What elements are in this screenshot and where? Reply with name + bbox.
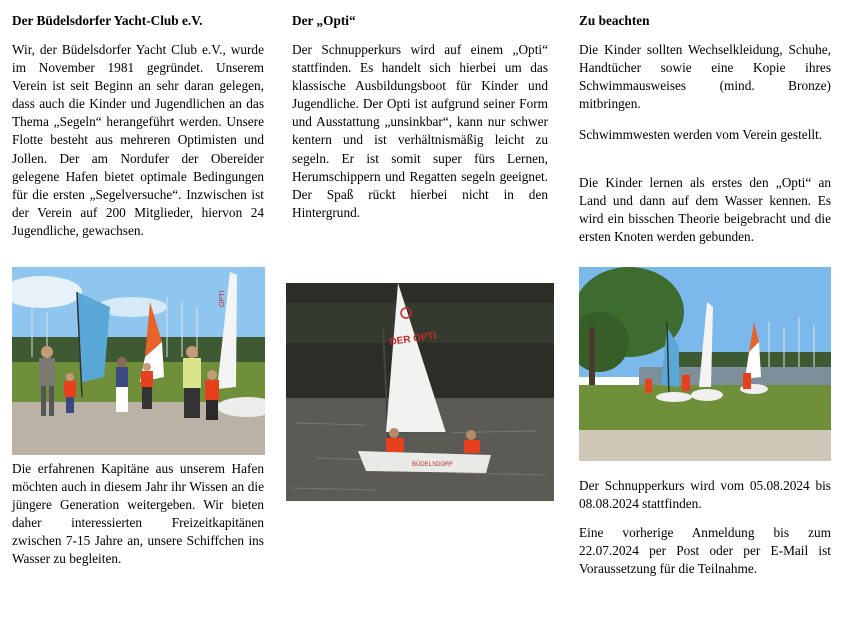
svg-text:OPTI: OPTI: [219, 290, 226, 307]
sail-lettering: DER OPTI: [388, 330, 438, 348]
notes-learning-paragraph: Die Kinder lernen als erstes den „Opti“ an Land und dann auf dem Wasser kennen. Es wird ein bisschen Theorie beigebracht und die ersten Knoten werden gebunden.: [579, 175, 831, 245]
club-offer-paragraph: Die erfahrenen Kapitäne aus unserem Hafen möchten auch in diesem Jahr ihr Wissen an die jüngere Generation weitergeben. Wir bieten daher interessierten Freizeitkapitänen zwischen 7-15 Jahre an, unsere Schiffchen ins Wasser zu begleiten.: [12, 461, 264, 567]
notes-clothing-paragraph: Die Kinder sollten Wechselkleidung, Schuhe, Handtücher sowie eine Kopie ihres Schwimmausweises (mind. Bronze) mitbringen.: [579, 42, 831, 112]
opti-description-paragraph: Der Schnupperkurs wird auf einem „Opti“ stattfinden. Es handelt sich hierbei um das klassische Ausbildungsboot für Kinder und Jugendliche. Der Opti ist aufgrund seiner Form und Ausstattung „unsinkbar“, kann nur schwer kentern und ist verhältnismäßig leicht zu segeln. Er ist somit super fürs Lernen, Herumschippern und Regatten segeln geeignet. Der Spaß rückt hierbei nicht in den Hintergrund.: [292, 42, 548, 220]
notes-dates-paragraph: Der Schnupperkurs wird vom 05.08.2024 bis 08.08.2024 stattfinden.: [579, 478, 831, 512]
club-intro-paragraph: Wir, der Büdelsdorfer Yacht Club e.V., wurde im November 1981 gegründet. Unserem Verein ist seit Beginn an sehr daran gelegen, dass auch die Kinder und Jugendlichen an das Thema „Segeln“ herangeführt werden. Unsere Flotte besteht aus mehreren Optimisten und Jollen. Der am Nordufer der Obereider gelegene Hafen bietet optimale Bedingungen für die ersten „Segelversuche“. Inzwischen ist der Verein auf 200 Mitglieder, hiervon 24 Jugendliche, gewachsen.: [12, 42, 264, 238]
club-heading: Der Büdelsdorfer Yacht-Club e.V.: [12, 13, 203, 28]
notes-registration-paragraph: Eine vorherige Anmeldung bis zum 22.07.2024 per Post oder per E-Mail ist Voraussetzung für die Teilnahme.: [579, 525, 831, 577]
harbor-group-photo: [12, 267, 265, 455]
opti-boats-shore-photo: [579, 267, 831, 461]
notes-heading: Zu beachten: [579, 13, 650, 28]
hull-lettering: BÜDELSDORF: [412, 462, 454, 468]
opti-sailing-photo: [286, 283, 554, 501]
opti-heading: Der „Opti“: [292, 13, 356, 28]
notes-vests-paragraph: Schwimmwesten werden vom Verein gestellt.: [579, 127, 823, 142]
